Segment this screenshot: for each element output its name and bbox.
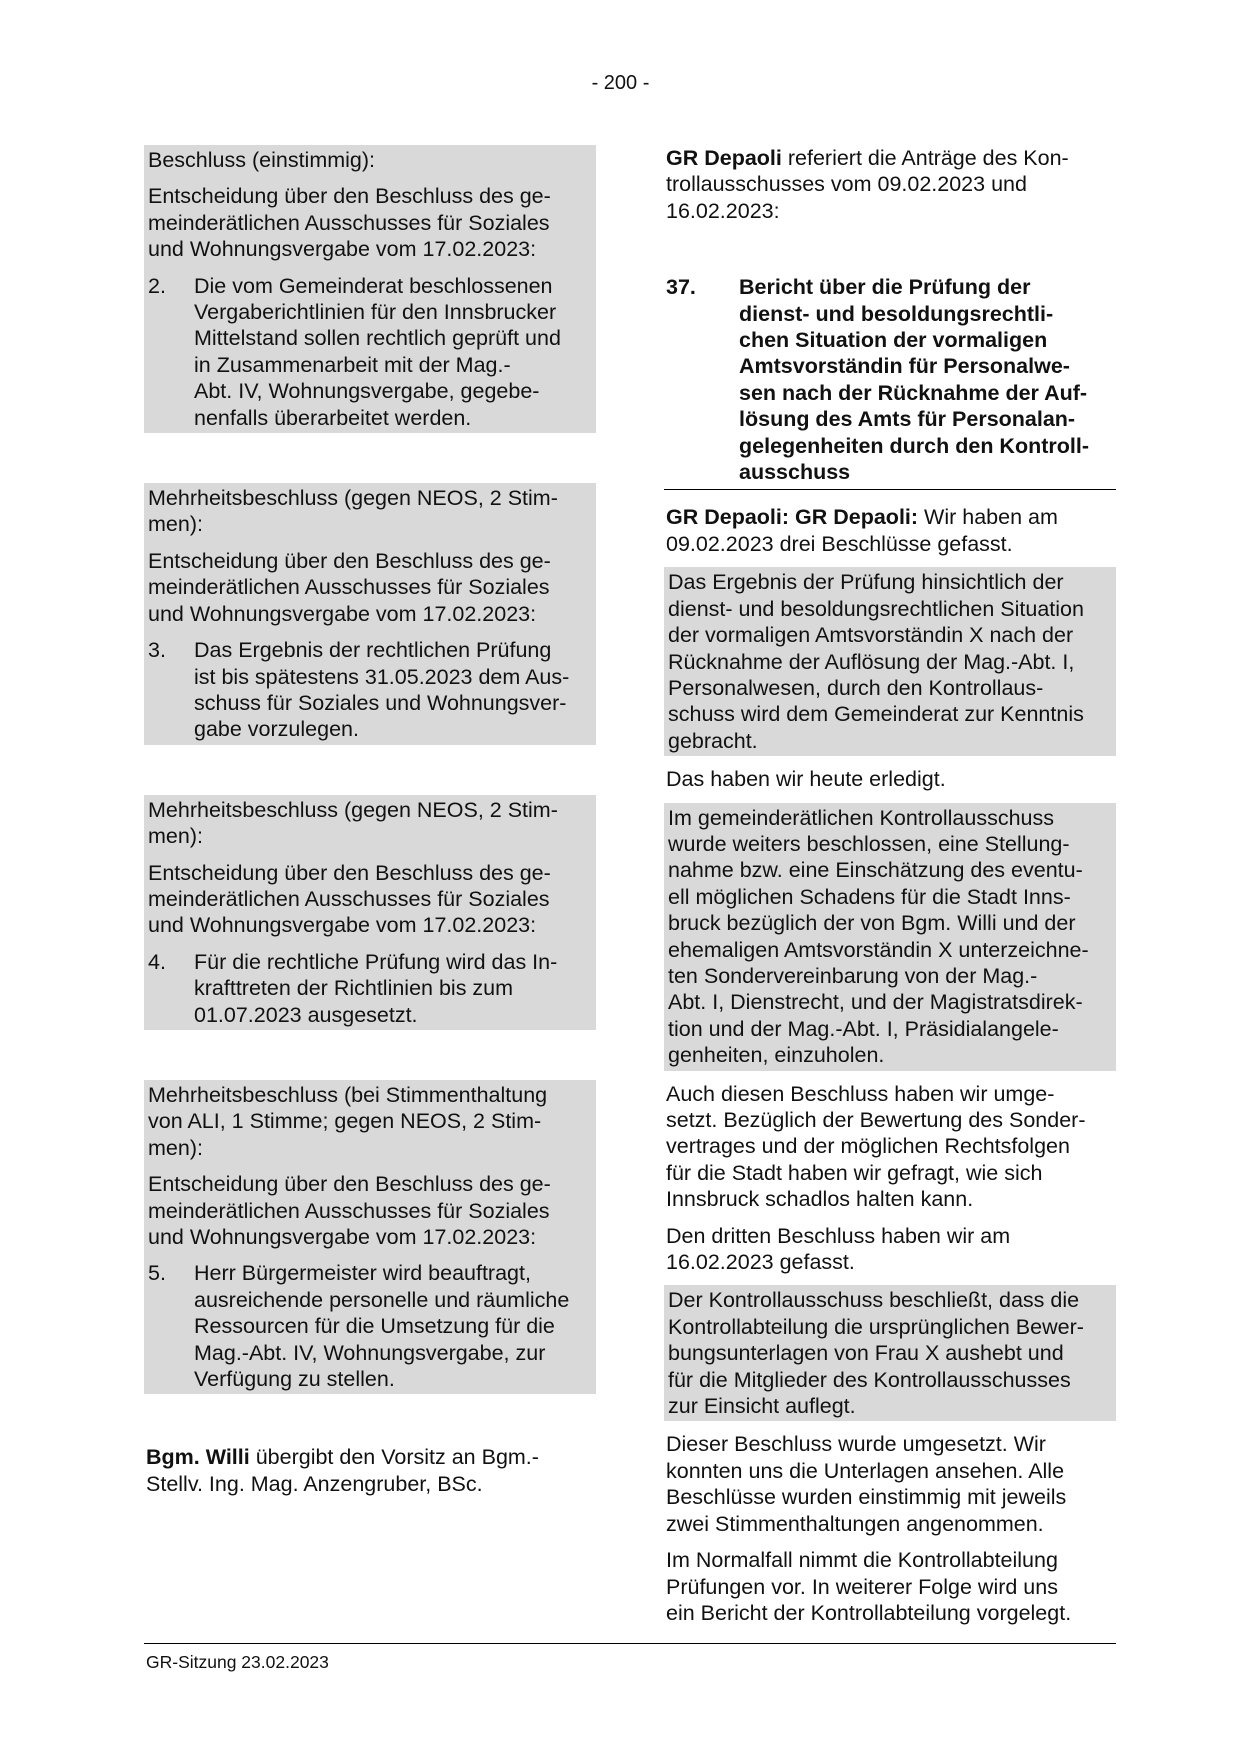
paragraph: Im Normalfall nimmt die Kontrollabteilung Prüfungen vor. In weiterer Folge wird uns ein Bericht der Kontrollabteilung vorgelegt. xyxy=(666,1548,1072,1625)
paragraph: Das haben wir heute erledigt. xyxy=(666,767,946,792)
resolution-head: Mehrheitsbeschluss (gegen NEOS, 2 Stim- men): xyxy=(148,797,558,849)
handover-text: übergibt den Vorsitz an Bgm.- Stellv. Ing. Mag. Anzengruber, BSc. xyxy=(146,1445,539,1496)
resolution-item xyxy=(148,1260,592,1392)
quoted-resolution-3: Der Kontrollausschuss beschließt, dass die Kontrollabteilung die ursprünglichen Bewer- bungsunterlagen von Frau X aushebt und für die Mitglieder des Kontrollausschusses zur Einsicht auflegt. xyxy=(664,1285,1116,1421)
resolution-intro: Entscheidung über den Beschluss des ge- meinderätlichen Ausschusses für Soziales und Wohnungsvergabe vom 17.02.2023: xyxy=(148,1172,551,1249)
item-text: Für die rechtliche Prüfung wird das In- krafttreten der Richtlinien bis zum 01.07.2023 ausgesetzt. xyxy=(194,949,558,1027)
resolution-item xyxy=(148,637,592,743)
paragraph: Dieser Beschluss wurde umgesetzt. Wir konnten uns die Unterlagen ansehen. Alle Beschlüsse wurden einstimmig mit jeweils zwei Stimmenthaltungen angenommen. xyxy=(666,1432,1067,1536)
page-number: - 200 - xyxy=(591,72,650,94)
agenda-number: 37. xyxy=(666,275,696,300)
speaker-name: GR Depaoli xyxy=(666,146,782,170)
item-number: 2. xyxy=(148,273,166,298)
agenda-title: Bericht über die Prüfung der dienst- und besoldungsrechtli- chen Situation der vormaligen Amtsvorständin für Personalwe- sen nach der Rücknahme der Auf- lösung des Amts für Personalan- gelegenheiten durch den Kontroll- ausschuss xyxy=(739,275,1089,485)
resolution-head: Mehrheitsbeschluss (gegen NEOS, 2 Stim- men): xyxy=(148,486,558,537)
speech-text: Wir haben am 09.02.2023 drei Beschlüsse gefasst. xyxy=(666,505,1058,556)
resolution-item xyxy=(148,949,592,1028)
intro-text: referiert die Anträge des Kon- trollausschusses vom 09.02.2023 und 16.02.2023: xyxy=(666,146,1069,223)
resolution-head: Mehrheitsbeschluss (bei Stimmenthaltung von ALI, 1 Stimme; gegen NEOS, 2 Stim- men): xyxy=(148,1082,548,1160)
resolution-intro: Entscheidung über den Beschluss des ge- meinderätlichen Ausschusses für Soziales und Wohnungsvergabe vom 17.02.2023: xyxy=(148,548,551,626)
resolution-block-5 xyxy=(144,1080,596,1394)
speaker-name: GR Depaoli: GR Depaoli: xyxy=(666,505,919,530)
footer-divider xyxy=(144,1643,1116,1644)
handover-paragraph xyxy=(144,1444,596,1497)
item-number: 4. xyxy=(148,949,166,974)
resolution-intro: Entscheidung über den Beschluss des ge- meinderätlichen Ausschusses für Soziales und Wohnungsvergabe vom 17.02.2023: xyxy=(148,184,551,262)
intro-paragraph xyxy=(664,145,1116,224)
item-number: 5. xyxy=(148,1261,166,1286)
resolution-block-4 xyxy=(144,795,596,1030)
right-column xyxy=(664,145,1116,1626)
paragraph: Auch diesen Beschluss haben wir umge- setzt. Bezüglich der Bewertung des Sonder- vertrages und der möglichen Rechtsfolgen für die Stadt haben wir gefragt, wie sich Innsbruck schadlos halten kann. xyxy=(666,1081,1086,1212)
resolution-item xyxy=(148,273,592,431)
speaker-name: Bgm. Willi xyxy=(146,1445,250,1470)
resolution-block-2 xyxy=(144,145,596,433)
resolution-block-3 xyxy=(144,483,596,745)
quoted-resolution-1: Das Ergebnis der Prüfung hinsichtlich der dienst- und besoldungsrechtlichen Situation der vormaligen Amtsvorständin X nach der Rücknahme der Auflösung der Mag.-Abt. I, Personalwesen, durch den Kontrollaus- schuss wird dem Gemeinderat zur Kenntnis gebracht. xyxy=(664,567,1116,756)
speech-paragraph xyxy=(664,504,1116,557)
agenda-item-37 xyxy=(664,274,1116,490)
item-text: Die vom Gemeinderat beschlossenen Vergaberichtlinien für den Innsbrucker Mittelstand sollen rechtlich geprüft und in Zusammenarbeit mit der Mag.- Abt. IV, Wohnungsvergabe, gegebe- nenfalls überarbeitet werden. xyxy=(194,273,561,430)
item-text: Das Ergebnis der rechtlichen Prüfung ist bis spätestens 31.05.2023 dem Aus- schuss für Soziales und Wohnungsver- gabe vorzulegen. xyxy=(194,638,570,742)
resolution-head: Beschluss (einstimmig): xyxy=(148,148,375,172)
left-column xyxy=(144,145,596,1497)
footer-session: GR-Sitzung 23.02.2023 xyxy=(146,1652,329,1672)
resolution-intro: Entscheidung über den Beschluss des ge- meinderätlichen Ausschusses für Soziales und Wohnungsvergabe vom 17.02.2023: xyxy=(148,860,551,938)
item-number: 3. xyxy=(148,638,166,663)
item-text: Herr Bürgermeister wird beauftragt, ausreichende personelle und räumliche Ressourcen für die Umsetzung für die Mag.-Abt. IV, Wohnungsvergabe, zur Verfügung zu stellen. xyxy=(194,1261,570,1392)
quoted-resolution-2: Im gemeinderätlichen Kontrollausschuss wurde weiters beschlossen, eine Stellung- nahme bzw. eine Einschätzung des eventu- ell möglichen Schadens für die Stadt Inns- bruck bezüglich der von Bgm. Willi und der ehemaligen Amtsvorständin X unterzeichne- ten Sondervereinbarung von der Mag.- Abt. I, Dienstrecht, und der Magistratsdirek- tion und der Mag.-Abt. I, Präsidialangele- genheiten, einzuholen. xyxy=(664,803,1116,1071)
paragraph: Den dritten Beschluss haben wir am 16.02.2023 gefasst. xyxy=(666,1223,1011,1275)
